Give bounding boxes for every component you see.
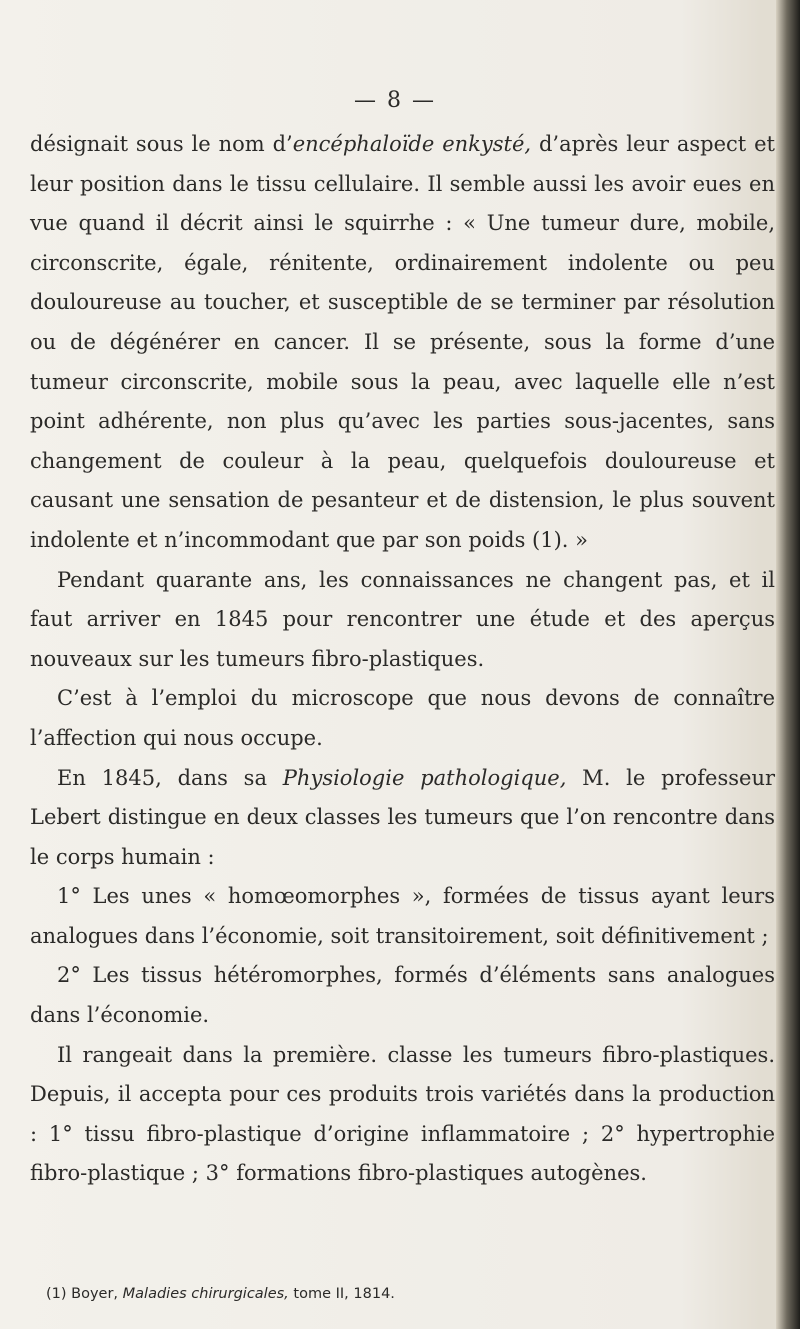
- paragraph-4-rest: M. le professeur Lebert distingue en deux classes les tumeurs que l’on rencontre dans le corps humain :: [30, 765, 776, 869]
- paragraph-4-start: En 1845, dans sa: [57, 765, 283, 790]
- page-edge-shadow: [776, 0, 800, 1329]
- paragraph-1: [30, 125, 775, 561]
- paragraph-5: 1° Les unes « homœomorphes », formées de tissus ayant leurs analogues dans l’économie, soit transitoirement, soit définitivement ;: [30, 884, 775, 948]
- page-number: — 8 —: [354, 88, 436, 113]
- body-text: [30, 125, 775, 1194]
- paragraph-7: Il rangeait dans la première. classe les tumeurs fibro-plastiques. Depuis, il accepta pour ces produits trois variétés dans la production : 1° tissu fibro-plastique d’origine inflammatoire ; 2° hypertrophie fibro-plastique ; 3° formations fibro-plastiques autogènes.: [30, 1042, 775, 1186]
- paragraph-3: C’est à l’emploi du microscope que nous devons de connaître l’affection qui nous occupe.: [30, 686, 775, 750]
- paragraph-1-start: désignait sous le nom d’: [30, 132, 293, 156]
- paragraph-1-italic: encéphaloïde enkysté,: [292, 132, 532, 156]
- footnote-details: tome II, 1814.: [288, 1286, 395, 1302]
- footnote-title: Maladies chirurgicales,: [122, 1286, 289, 1302]
- footnote: [46, 1286, 746, 1302]
- paragraph-1-rest: d’après leur aspect et leur position dans le tissu cellulaire. Il semble aussi les avoir eues en vue quand il décrit ainsi le squirrhe : « Une tumeur dure, mobile, circonscrite, égale, rénitente, ordinairement indolente ou peu douloureuse au toucher, et susceptible de se terminer par résolution ou de dégénérer en cancer. Il se présente, sous la forme d’une tumeur circonscrite, mobile sous la peau, avec laquelle elle n’est point adhérente, non plus qu’avec les parties sous-jacentes, sans changement de couleur à la peau, quelquefois douloureuse et causant une sensation de pesanteur et de distension, le plus souvent indolente et n’incommodant que par son poids (1). »: [30, 132, 775, 552]
- paragraph-4-italic: Physiologie pathologique,: [282, 765, 567, 790]
- paragraph-6: 2° Les tissus hétéromorphes, formés d’éléments sans analogues dans l’économie.: [30, 963, 775, 1028]
- footnote-author: (1) Boyer,: [46, 1286, 123, 1302]
- paragraph-2: Pendant quarante ans, les connaissances ne changent pas, et il faut arriver en 1845 pour rencontrer une étude et des aperçus nouveaux sur les tumeurs fibro-plastiques.: [30, 567, 775, 671]
- paragraph-4: [30, 759, 775, 878]
